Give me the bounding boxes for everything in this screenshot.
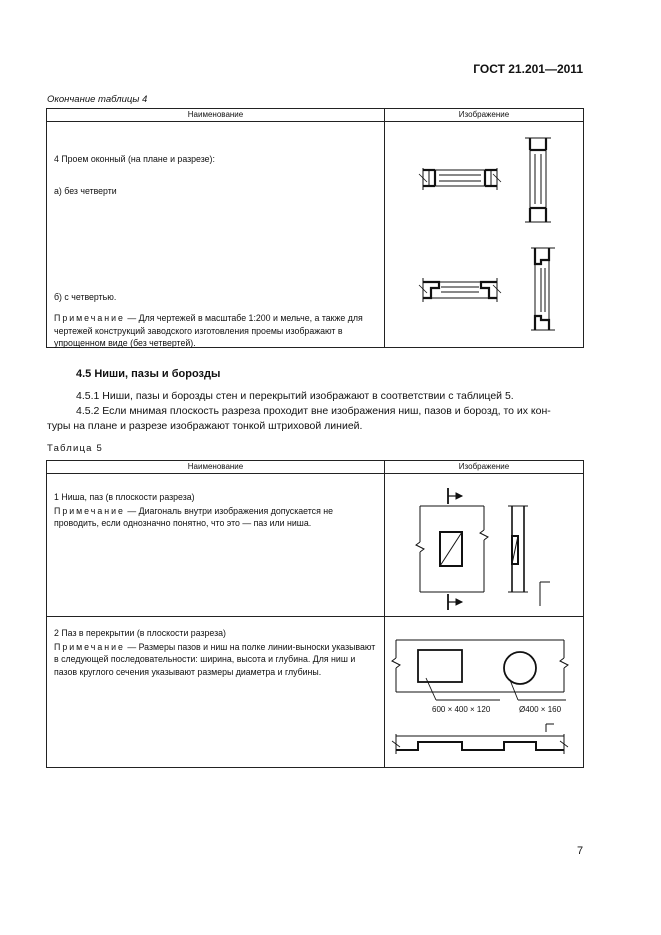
window-section-with-quarter <box>531 248 555 330</box>
groove-rect-dimensions: 600 × 400 × 120 <box>432 705 491 714</box>
document-number: ГОСТ 21.201—2011 <box>473 62 583 76</box>
table4-caption: Окончание таблицы 4 <box>47 94 148 105</box>
groove-drawing <box>388 628 580 778</box>
table4-name-cell <box>47 122 385 348</box>
note-label: Примечание <box>54 505 125 516</box>
window-section-no-quarter <box>525 138 551 222</box>
window-item-a: а) без четверти <box>54 186 117 196</box>
section-heading: 4.5 Ниши, пазы и борозды <box>76 368 221 380</box>
note-text: — Размеры пазов и ниш на полке линии-выноски указывают в следующей последовательности: ширина, высота и глубина. Для ниш и пазов круглого сечения указывают размеры диаметра и глубины. <box>54 641 376 677</box>
niche-item <box>47 474 384 535</box>
note-label: Примечание <box>54 641 125 652</box>
table5-row2-name <box>47 617 385 768</box>
window-plan-no-quarter <box>419 168 501 190</box>
niche-note <box>54 505 377 530</box>
note-text: — Диагональ внутри изображения допускается не проводить, если однозначно понятно, что это — паз или ниша. <box>54 505 334 528</box>
paragraph-4-5-2-line1: 4.5.2 Если мнимая плоскость разреза проходит вне изображения ниш, пазов и борозд, то их кон- <box>76 405 551 417</box>
groove-item <box>47 617 384 683</box>
groove-circle-dimensions: Ø400 × 160 <box>519 705 562 714</box>
groove-item-title: 2 Паз в перекрытии (в плоскости разреза) <box>54 628 226 638</box>
niche-item-title: 1 Ниша, паз (в плоскости разреза) <box>54 492 195 502</box>
page-number: 7 <box>577 845 584 857</box>
table4-header-name: Наименование <box>47 109 385 122</box>
niche-drawing <box>400 486 570 616</box>
paragraph-4-5-2-line2: туры на плане и разрезе изображают тонкой штриховой линией. <box>47 420 363 432</box>
table4-header-image: Изображение <box>385 109 584 122</box>
table5-header-image: Изображение <box>385 461 584 474</box>
rectangular-groove <box>418 650 462 682</box>
window-item-b: б) с четвертью. <box>54 292 117 302</box>
note-label: Примечание <box>54 313 125 323</box>
window-note <box>47 307 383 355</box>
groove-note <box>54 641 377 679</box>
note-text: — Для чертежей в масштабе 1:200 и мельче, а также для чертежей конструкций заводского изготовления проемы изображают в упрощенном виде (без четвертей). <box>54 313 363 348</box>
window-drawings <box>395 130 565 340</box>
round-groove <box>504 652 536 684</box>
window-plan-with-quarter <box>419 278 501 302</box>
table5-row1-name <box>47 474 385 617</box>
window-item-title: 4 Проем оконный (на плане и разрезе): <box>54 154 215 164</box>
table5-header-name: Наименование <box>47 461 385 474</box>
paragraph-4-5-1: 4.5.1 Ниши, пазы и борозды стен и перекрытий изображают в соответствии с таблицей 5. <box>76 390 514 402</box>
table5-caption: Таблица 5 <box>47 443 103 454</box>
